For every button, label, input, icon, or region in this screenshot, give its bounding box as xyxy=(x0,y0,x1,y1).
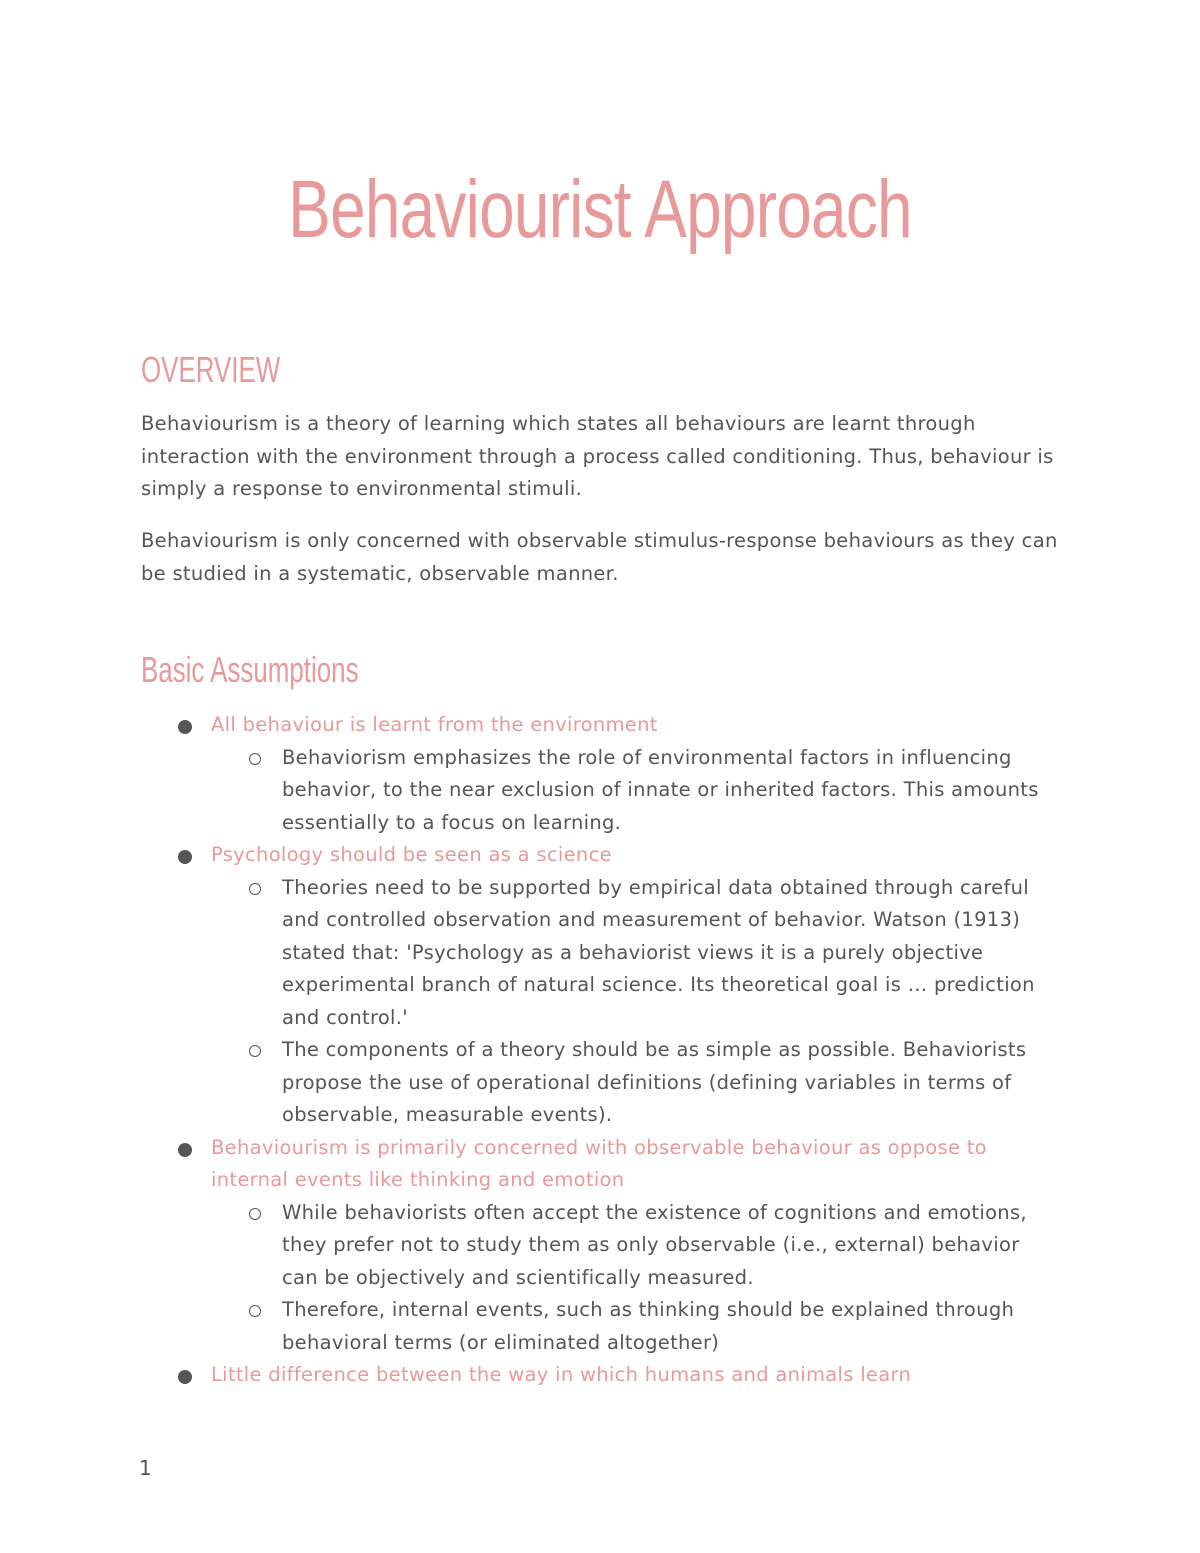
hollow-bullet-icon xyxy=(249,1305,261,1317)
hollow-bullet-icon xyxy=(249,1045,261,1057)
overview-paragraph: Behaviourism is a theory of learning which states all behaviours are learnt through interaction with the environment through a process called conditioning. Thus, behaviour is simply a response to environmental stimuli. xyxy=(141,412,1054,500)
assumptions-list xyxy=(0,709,1200,1392)
sub-point-text: Behaviorism emphasizes the role of environmental factors in influencing behavior, to the near exclusion of innate or inherited factors. This amounts essentially to a focus on learning. xyxy=(282,745,1039,834)
hollow-bullet-icon xyxy=(249,883,261,895)
basic-assumptions-heading: Basic Assumptions xyxy=(141,649,359,690)
sub-point-text: Therefore, internal events, such as thinking should be explained through behavioral terms (or eliminated altogether) xyxy=(282,1298,1015,1354)
assumption-text: Psychology should be seen as a science xyxy=(211,843,612,866)
hollow-bullet-icon xyxy=(249,1208,261,1220)
bullet-icon xyxy=(178,720,192,734)
sub-point-text: The components of a theory should be as simple as possible. Behaviorists propose the use of operational definitions (defining variables in terms of observable, measurable events). xyxy=(282,1038,1027,1126)
bullet-icon xyxy=(178,850,192,864)
bullet-icon xyxy=(178,1143,192,1157)
page-number: 1 xyxy=(139,1456,152,1480)
list-item xyxy=(0,1359,1200,1392)
overview-paragraph: Behaviourism is only concerned with observable stimulus-response behaviours as they can be studied in a systematic, observable manner. xyxy=(141,529,1058,585)
sub-point-text: Theories need to be supported by empirical data obtained through careful and controlled observation and measurement of behavior. Watson (1913) stated that: 'Psychology as a behaviorist views it is a purely objective experimental branch of natural science. Its theoretical goal is … prediction and control.' xyxy=(282,875,1035,1029)
assumption-text: Little difference between the way in which humans and animals learn xyxy=(211,1363,912,1386)
document-title: Behaviourist Approach xyxy=(288,164,912,255)
overview-heading: OVERVIEW xyxy=(141,349,281,390)
sub-point-text: While behaviorists often accept the existence of cognitions and emotions, they prefer not to study them as only observable (i.e., external) behavior can be objectively and scientifically measured. xyxy=(282,1200,1027,1289)
list-item xyxy=(0,839,1200,1132)
hollow-bullet-icon xyxy=(249,753,261,765)
assumption-text: All behaviour is learnt from the environment xyxy=(211,713,658,736)
list-item xyxy=(0,709,1200,839)
assumption-text: Behaviourism is primarily concerned with observable behaviour as oppose to internal events like thinking and emotion xyxy=(211,1135,987,1191)
bullet-icon xyxy=(178,1370,192,1384)
list-item xyxy=(0,1132,1200,1360)
